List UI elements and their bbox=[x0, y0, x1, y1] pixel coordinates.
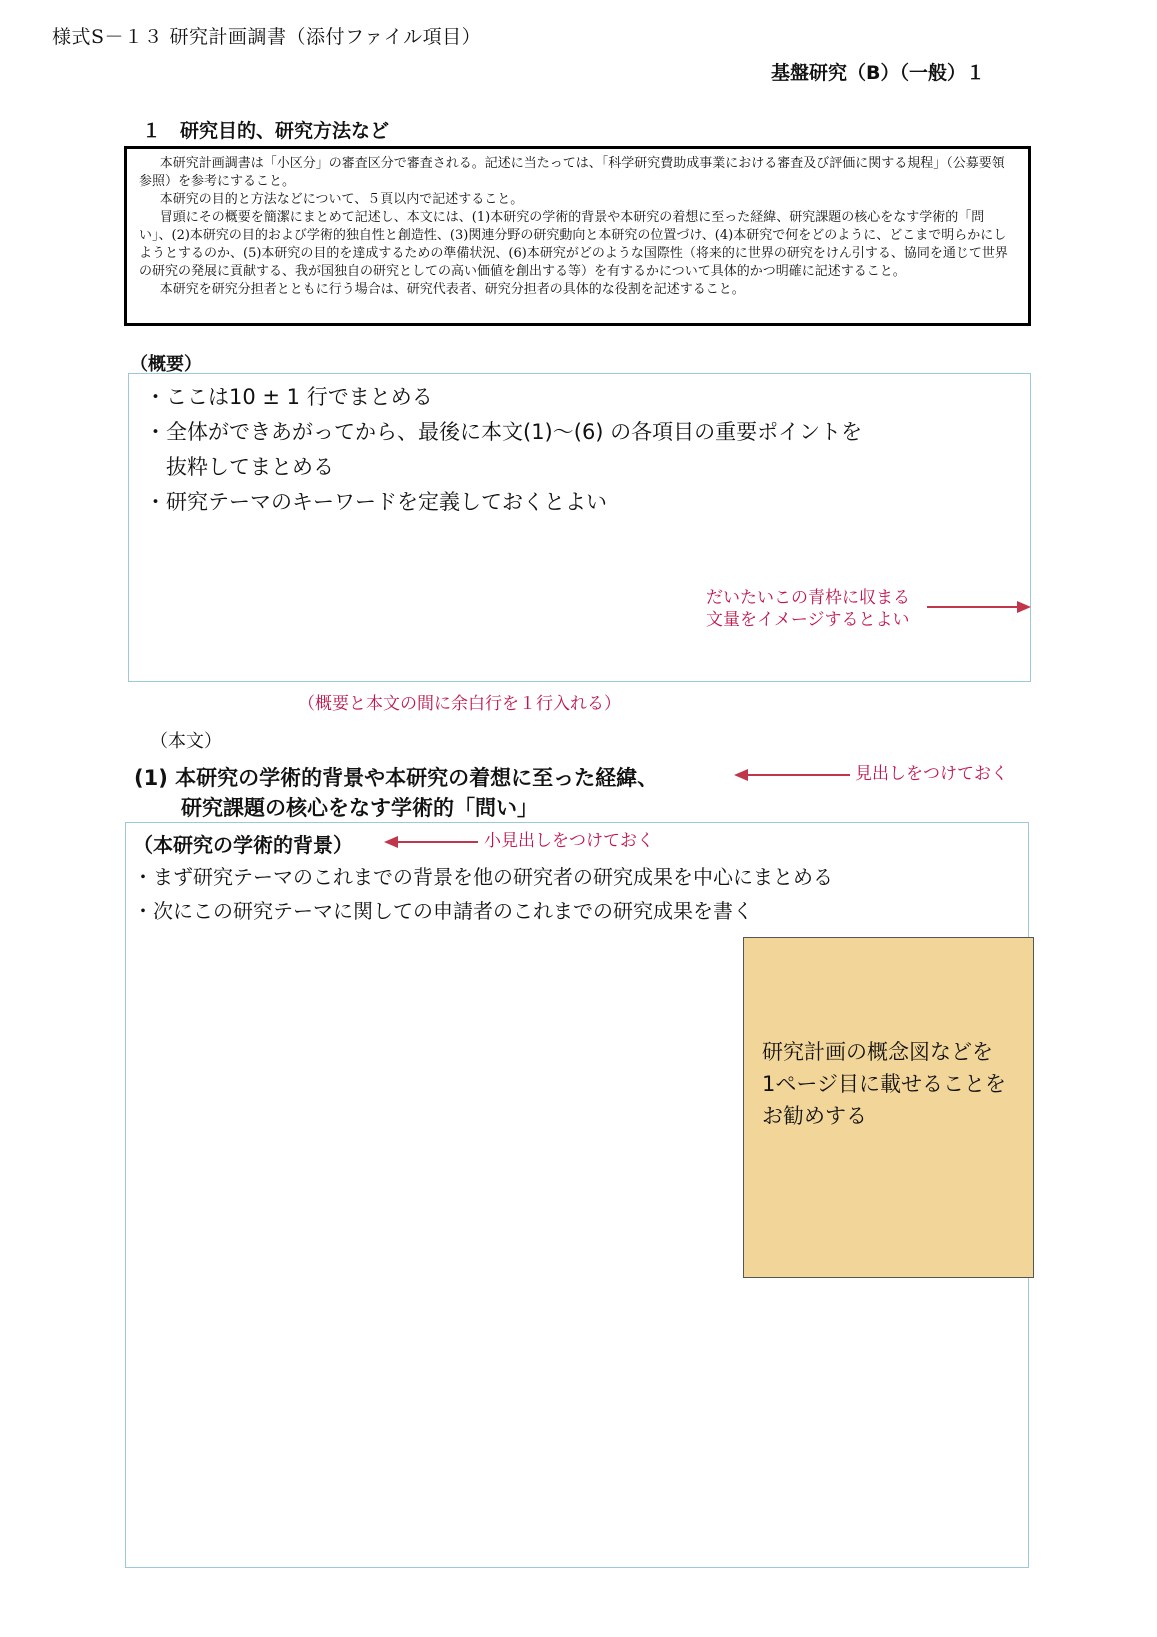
heading-1-line: 研究課題の核心をなす学術的「問い」 bbox=[181, 796, 538, 820]
section-heading: １ 研究目的、研究方法など bbox=[142, 120, 390, 142]
summary-bullet: 抜粋してまとめる bbox=[145, 455, 334, 479]
frame-size-note bbox=[706, 587, 910, 631]
concept-box-line: 1ページ目に載せることを bbox=[762, 1072, 1006, 1096]
gap-note: （概要と本文の間に余白行を１行入れる） bbox=[298, 694, 621, 714]
arrow-left-icon bbox=[382, 835, 480, 849]
main-text-bullet: ・まず研究テーマのこれまでの背景を他の研究者の研究成果を中心にまとめる bbox=[133, 865, 833, 889]
sub-heading: （本研究の学術的背景） bbox=[133, 833, 353, 857]
main-text-bullet: ・次にこの研究テーマに関しての申請者のこれまでの研究成果を書く bbox=[133, 899, 753, 923]
arrow-left-icon bbox=[732, 768, 852, 782]
summary-bullet: ・ここは10 ± 1 行でまとめる bbox=[145, 385, 433, 409]
heading-note: 見出しをつけておく bbox=[855, 764, 1008, 784]
summary-bullet: ・全体ができあがってから、最後に本文(1)〜(6) の各項目の重要ポイントを bbox=[145, 420, 863, 444]
concept-box-line: お勧めする bbox=[762, 1104, 867, 1128]
concept-box-line: 研究計画の概念図などを bbox=[762, 1040, 993, 1064]
form-title: 様式S－１３ 研究計画調書（添付ファイル項目） bbox=[52, 26, 482, 48]
frame-size-note-line: だいたいこの青枠に収まる bbox=[706, 588, 910, 608]
research-category: 基盤研究（B）（一般）１ bbox=[771, 62, 985, 84]
instruction-paragraph: 本研究計画調書は「小区分」の審査区分で審査される。記述に当たっては、「科学研究費助成事業における審査及び評価に関する規程」（公募要領参照）を参考にすること。 bbox=[139, 156, 1005, 189]
sub-heading-note: 小見出しをつけておく bbox=[484, 831, 654, 851]
arrow-right-icon bbox=[925, 600, 1033, 614]
concept-diagram-placeholder bbox=[743, 937, 1034, 1278]
instruction-box bbox=[124, 146, 1031, 326]
heading-1-line: (1) 本研究の学術的背景や本研究の着想に至った経緯、 bbox=[134, 766, 659, 790]
instruction-paragraph: 冒頭にその概要を簡潔にまとめて記述し、本文には、(1)本研究の学術的背景や本研究の着想に至った経緯、研究課題の核心をなす学術的「問い」、(2)本研究の目的および学術的独自性と創造性、(3)関連分野の研究動向と本研究の位置づけ、(4)本研究で何をどのように、どこまで明らかにしようとするのか、(5)本研究の目的を達成するための準備状況、(6)本研究がどのような国際性（将来的に世界の研究をけん引する、協同を通じて世界の研究の発展に貢献する、我が国独自の研究としての高い価値を創出する等）を有するかについて具体的かつ明確に記述すること。 bbox=[139, 210, 1008, 279]
summary-label: （概要） bbox=[130, 354, 202, 375]
instruction-paragraph: 本研究を研究分担者とともに行う場合は、研究代表者、研究分担者の具体的な役割を記述すること。 bbox=[159, 282, 745, 297]
heading-1 bbox=[134, 763, 658, 823]
main-text-label: （本文） bbox=[150, 731, 222, 752]
summary-bullets bbox=[145, 380, 862, 520]
instruction-paragraph: 本研究の目的と方法などについて、５頁以内で記述すること。 bbox=[159, 192, 524, 207]
main-text-bullets bbox=[133, 860, 833, 928]
summary-bullet: ・研究テーマのキーワードを定義しておくとよい bbox=[145, 490, 607, 514]
frame-size-note-line: 文量をイメージするとよい bbox=[706, 610, 910, 630]
